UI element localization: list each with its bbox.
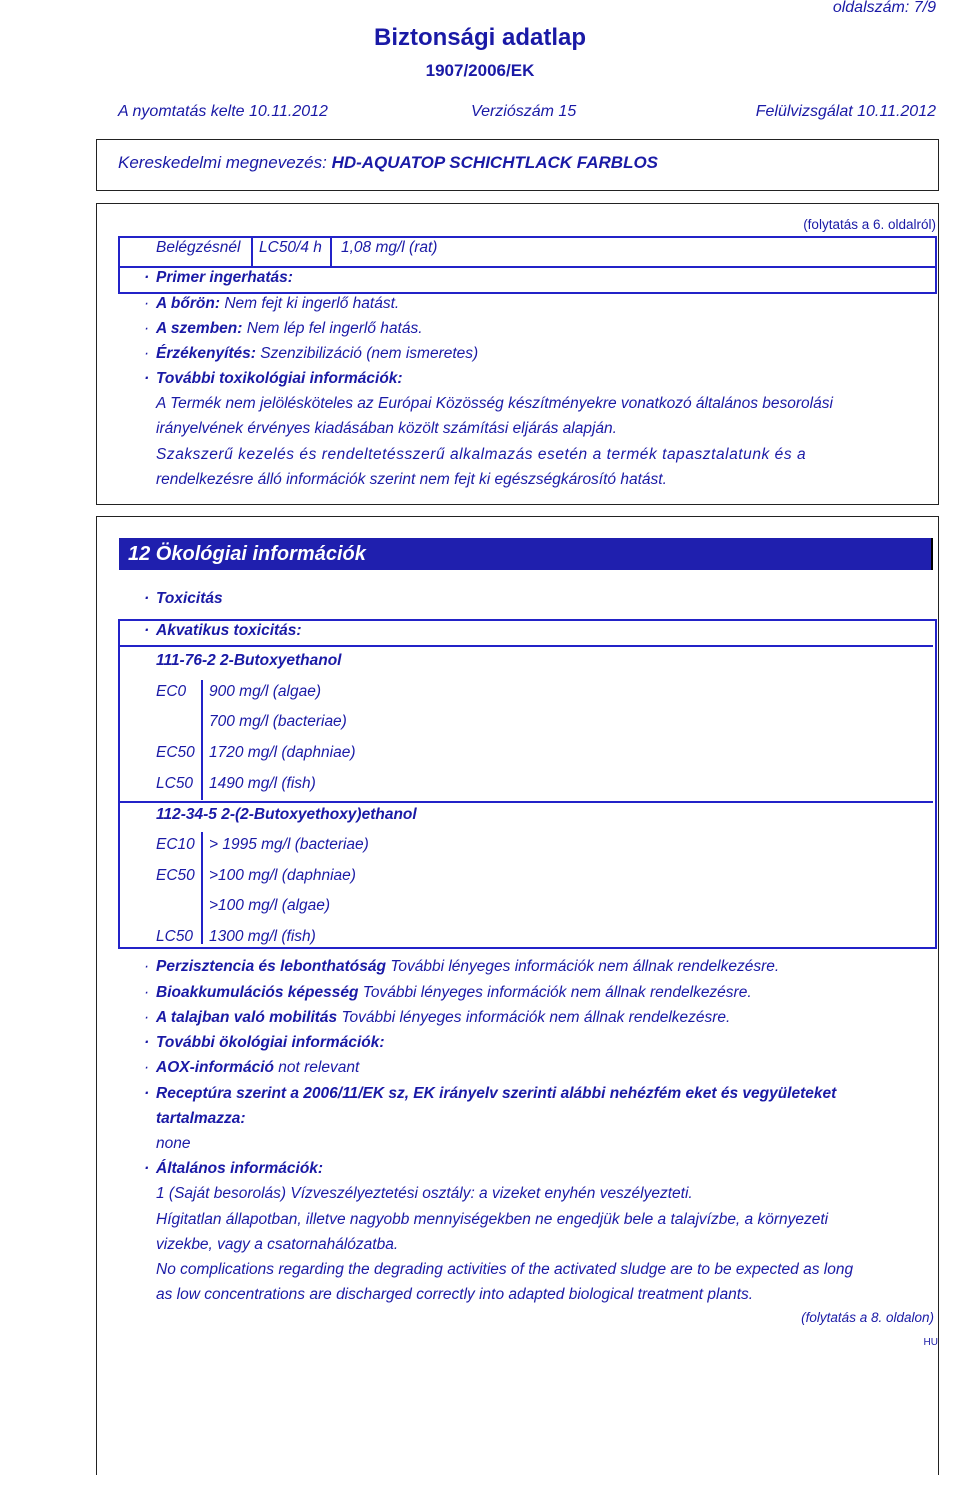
print-date: A nyomtatás kelte 10.11.2012	[118, 103, 328, 120]
skin-line: · A bőrön: Nem fejt ki ingerlő hatást.	[144, 295, 400, 312]
bioaccumulation-line: · Bioakkumulációs képesség További lényeges információk nem állnak rendelkezésre.	[144, 984, 752, 1001]
revision-date: Felülvizsgálat 10.11.2012	[755, 103, 936, 120]
inhalation-value: 1,08 mg/l (rat)	[341, 239, 438, 256]
tox-value: 700 mg/l (bacteriae)	[209, 713, 347, 730]
continued-from: (folytatás a 6. oldalról)	[803, 217, 936, 232]
trade-name-value: HD-AQUATOP SCHICHTLACK FARBLOS	[331, 153, 659, 172]
tox-type: LC50	[156, 928, 194, 945]
tox-value: >100 mg/l (daphniae)	[209, 867, 356, 884]
version-number: Verziószám 15	[471, 103, 577, 120]
section12-title: 12 Ökológiai információk	[119, 538, 933, 570]
substance-rule	[120, 801, 933, 803]
tox-value: 900 mg/l (algae)	[209, 683, 322, 700]
language-code: HU	[923, 1337, 938, 1348]
further-tox-text-1: A Termék nem jelölésköteles az Európai Közösség készítményekre vonatkozó általános besorolási	[156, 395, 833, 412]
tox-value: 1490 mg/l (fish)	[209, 775, 316, 792]
tox-type: EC0	[156, 683, 187, 700]
trade-name-label: Kereskedelmi megnevezés:	[118, 153, 327, 172]
general-info-text-4: No complications regarding the degrading activities of the activated sludge are to be expected as long	[156, 1261, 854, 1278]
recipe-line-1: · Receptúra szerint a 2006/11/EK sz, EK irányelv szerinti alábbi nehézfém eket és vegyületeket	[144, 1085, 837, 1102]
recipe-line-2: tartalmazza:	[156, 1110, 246, 1127]
tox-value: > 1995 mg/l (bacteriae)	[209, 836, 369, 853]
inhalation-label: Belégzésnél	[156, 239, 241, 256]
sensitization-line: · Érzékenyítés: Szenzibilizáció (nem ismeretes)	[144, 345, 479, 362]
further-tox-text-2: irányelvének érvényes kiadásában közölt számítási eljárás alapján.	[156, 420, 617, 437]
inhalation-type: LC50/4 h	[259, 239, 322, 256]
substance-name: 112-34-5 2-(2-Butoxyethoxy)ethanol	[156, 806, 417, 823]
tox-value: 1720 mg/l (daphniae)	[209, 744, 356, 761]
toxicity-label: · Toxicitás	[144, 590, 223, 607]
trade-name	[118, 153, 658, 173]
substance-divider	[201, 680, 203, 800]
further-tox-text-3: Szakszerű kezelés és rendeltetésszerű alkalmazás esetén a termék tapasztalatunk és a	[156, 446, 807, 463]
aox-line: · AOX-információ not relevant	[144, 1059, 360, 1076]
general-info-text-1: 1 (Saját besorolás) Vízveszélyeztetési osztály: a vizeket enyhén veszélyezteti.	[156, 1185, 693, 1202]
page-number: oldalszám: 7/9	[832, 0, 936, 16]
inhalation-row-box	[118, 236, 937, 268]
continued-to: (folytatás a 8. oldalon)	[801, 1310, 934, 1325]
tox-value: 1300 mg/l (fish)	[209, 928, 316, 945]
general-info-text-2: Hígitatlan állapotban, illetve nagyobb mennyiségekben ne engedjük bele a talajvízbe, a környezeti	[156, 1211, 829, 1228]
mobility-line: · A talajban való mobilitás További lényeges információk nem állnak rendelkezésre.	[144, 1009, 731, 1026]
tox-type: EC10	[156, 836, 195, 853]
aquatic-label: · Akvatikus toxicitás:	[144, 622, 302, 639]
tox-type: LC50	[156, 775, 194, 792]
general-info-text-5: as low concentrations are discharged correctly into adapted biological treatment plants.	[156, 1286, 754, 1303]
primary-irritation-label: · Primer ingerhatás:	[144, 269, 293, 286]
general-info-text-3: vizekbe, vagy a csatornahálózatba.	[156, 1236, 399, 1253]
inhalation-divider	[251, 236, 253, 268]
aquatic-header-rule	[120, 645, 933, 647]
tox-value: >100 mg/l (algae)	[209, 897, 331, 914]
document-title: Biztonsági adatlap	[373, 24, 587, 51]
tox-type: EC50	[156, 867, 195, 884]
general-info-label: · Általános információk:	[144, 1160, 324, 1177]
substance-divider	[201, 832, 203, 944]
eye-line: · A szemben: Nem lép fel ingerlő hatás.	[144, 320, 423, 337]
persistence-line: · Perzisztencia és lebonthatóság További lényeges információk nem állnak rendelkezésre.	[144, 958, 780, 975]
substance-name: 111-76-2 2-Butoxyethanol	[156, 652, 342, 669]
further-tox-text-4: rendelkezésre álló információk szerint nem fejt ki egészségkárosító hatást.	[156, 471, 667, 488]
primary-row-box	[118, 268, 937, 294]
recipe-value: none	[156, 1135, 191, 1152]
regulation-number: 1907/2006/EK	[425, 61, 535, 80]
tox-type: EC50	[156, 744, 195, 761]
further-eco-label: · További ökológiai információk:	[144, 1034, 385, 1051]
further-tox-label: · További toxikológiai információk:	[144, 370, 403, 387]
inhalation-divider	[330, 236, 332, 268]
